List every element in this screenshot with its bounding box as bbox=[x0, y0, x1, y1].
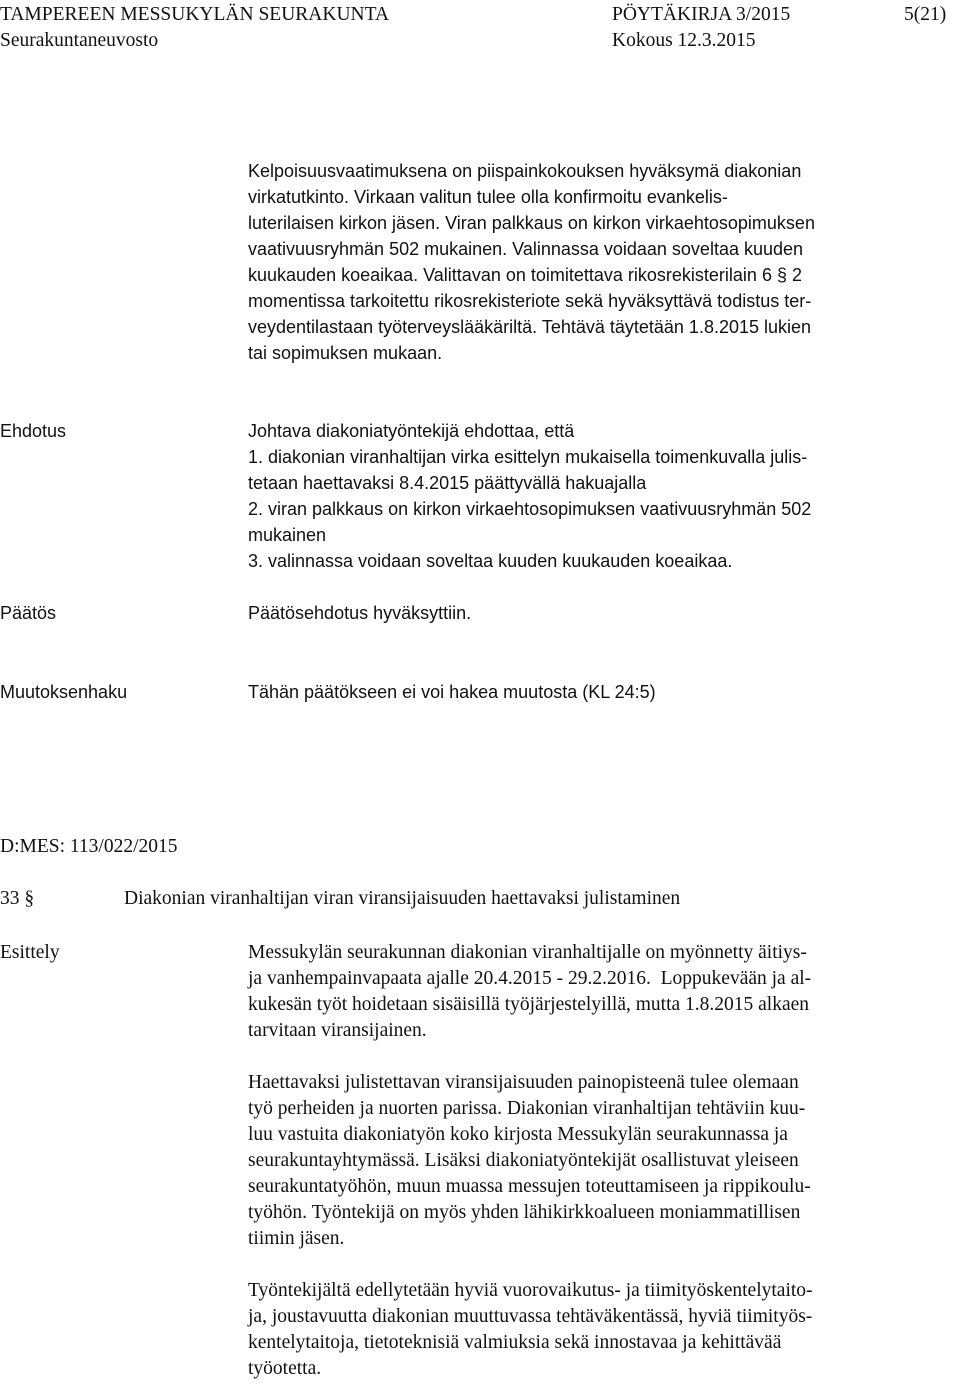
intro-line: momentissa tarkoitettu rikosrekisteriote sekä hyväksyttävä todistus ter- bbox=[248, 291, 812, 311]
council-name: Seurakuntaneuvosto bbox=[0, 30, 159, 51]
presentation-line: seurakuntatyöhön, muun muassa messujen toteuttamiseen ja rippikoulu- bbox=[248, 1176, 811, 1197]
presentation-line: tiimin jäsen. bbox=[248, 1228, 345, 1249]
presentation-line: Messukylän seurakunnan diakonian viranhaltijalle on myönnetty äitiys- bbox=[248, 942, 807, 963]
presentation-line: luu vastuita diakoniatyön koko kirjosta Messukylän seurakunnassa ja bbox=[248, 1124, 788, 1145]
presentation-line: työ perheiden ja nuorten parissa. Diakonian viranhaltijan tehtäviin kuu- bbox=[248, 1098, 806, 1119]
proposal-line: 3. valinnassa voidaan soveltaa kuuden kuukauden koeaikaa. bbox=[248, 551, 733, 571]
decision-text: Päätösehdotus hyväksyttiin. bbox=[248, 603, 472, 623]
presentation-line: ja, joustavuutta diakonian muuttuvassa tehtäväkentässä, hyviä tiimityös- bbox=[248, 1306, 813, 1327]
presentation-line: työhön. Työntekijä on myös yhden lähikirkkoalueen moniammatillisen bbox=[248, 1202, 801, 1223]
proposal-line: 1. diakonian viranhaltijan virka esittelyn mukaisella toimenkuvalla julis- bbox=[248, 447, 808, 467]
presentation-line: seurakuntayhtymässä. Lisäksi diakoniatyöntekijät osallistuvat yleiseen bbox=[248, 1150, 799, 1171]
proposal-label: Ehdotus bbox=[0, 421, 67, 441]
presentation-line: kentelytaitoja, tietoteknisiä valmiuksia sekä innostavaa ja kehittävää bbox=[248, 1332, 782, 1353]
presentation-line: tarvitaan viransijainen. bbox=[248, 1020, 427, 1041]
meeting-date: Kokous 12.3.2015 bbox=[612, 30, 756, 51]
presentation-label: Esittely bbox=[0, 942, 60, 963]
proposal-line: tetaan haettavaksi 8.4.2015 päättyvällä hakuajalla bbox=[248, 473, 647, 493]
document-title: PÖYTÄKIRJA 3/2015 bbox=[612, 4, 791, 25]
intro-line: Kelpoisuusvaatimuksena on piispainkokouksen hyväksymä diakonian bbox=[248, 161, 802, 181]
intro-line: veydentilastaan työterveyslääkäriltä. Tehtävä täytetään 1.8.2015 lukien bbox=[248, 317, 812, 337]
intro-line: kuukauden koeaikaa. Valittavan on toimitettava rikosrekisterilain 6 § 2 bbox=[248, 265, 802, 285]
presentation-line: ja vanhempainvapaata ajalle 20.4.2015 - 29.2.2016. Loppukevään ja al- bbox=[248, 968, 812, 989]
proposal-line: 2. viran palkkaus on kirkon virkaehtosopimuksen vaativuusryhmän 502 bbox=[248, 499, 812, 519]
intro-line: vaativuusryhmän 502 mukainen. Valinnassa voidaan soveltaa kuuden bbox=[248, 239, 804, 259]
intro-line: luterilaisen kirkon jäsen. Viran palkkaus on kirkon virkaehtosopimuksen bbox=[248, 213, 815, 233]
record-number: D:MES: 113/022/2015 bbox=[0, 836, 178, 857]
section-title: Diakonian viranhaltijan viran viransijaisuuden haettavaksi julistaminen bbox=[124, 888, 681, 909]
presentation-line: työotetta. bbox=[248, 1358, 322, 1379]
page-number: 5(21) bbox=[904, 4, 947, 25]
org-name: TAMPEREEN MESSUKYLÄN SEURAKUNTA bbox=[0, 4, 390, 25]
proposal-line: Johtava diakoniatyöntekijä ehdottaa, että bbox=[248, 421, 575, 441]
presentation-line: Haettavaksi julistettavan viransijaisuuden painopisteenä tulee olemaan bbox=[248, 1072, 799, 1093]
section-number: 33 § bbox=[0, 888, 35, 909]
decision-label: Päätös bbox=[0, 603, 57, 623]
intro-line: tai sopimuksen mukaan. bbox=[248, 343, 443, 363]
presentation-line: Työntekijältä edellytetään hyviä vuorovaikutus- ja tiimityöskentelytaito- bbox=[248, 1280, 813, 1301]
appeal-text: Tähän päätökseen ei voi hakea muutosta (KL 24:5) bbox=[248, 682, 656, 702]
presentation-line: kukesän työt hoidetaan sisäisillä työjärjestelyillä, mutta 1.8.2015 alkaen bbox=[248, 994, 810, 1015]
proposal-line: mukainen bbox=[248, 525, 327, 545]
intro-line: virkatutkinto. Virkaan valitun tulee olla konfirmoitu evankelis- bbox=[248, 187, 728, 207]
appeal-label: Muutoksenhaku bbox=[0, 682, 128, 702]
